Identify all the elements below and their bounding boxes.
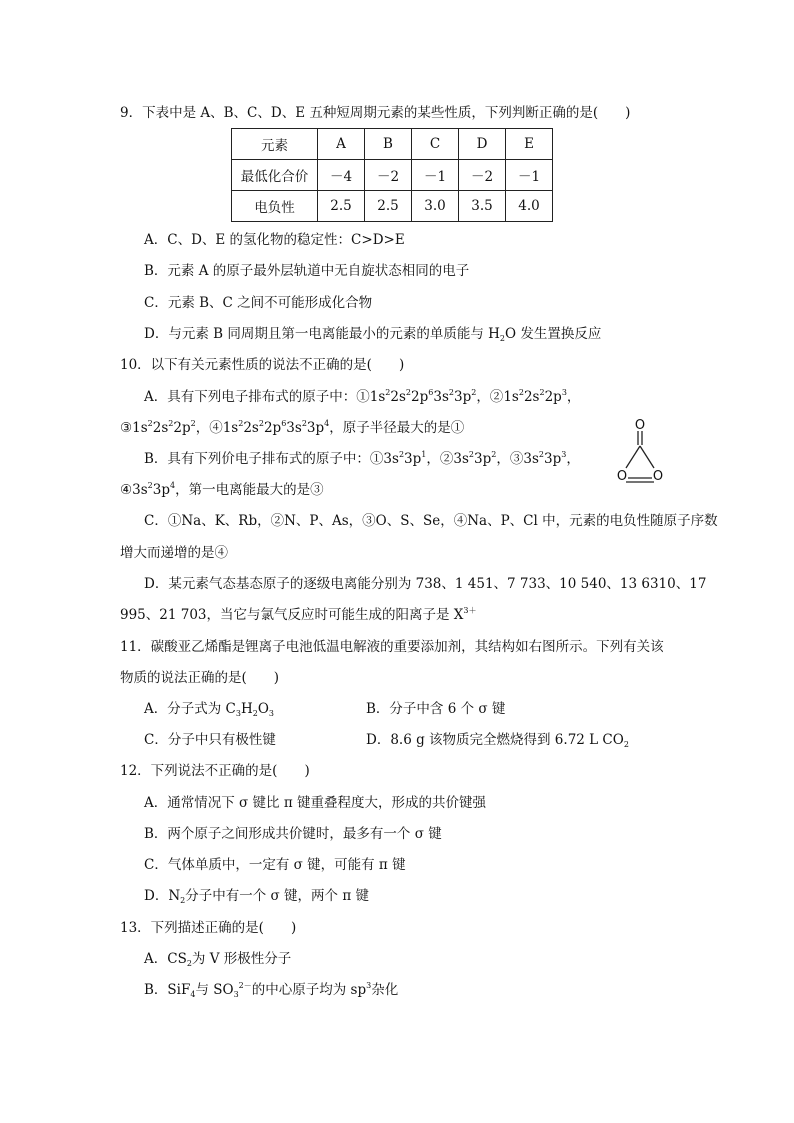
superscript: 6	[281, 419, 287, 428]
orbital-p: p	[419, 389, 429, 405]
q10-a-text: ，原子半径最大的是①	[329, 420, 465, 436]
orbital-s: s	[392, 451, 399, 467]
orbital-s: s	[251, 420, 259, 436]
superscript: 2	[238, 419, 244, 428]
orbital-s: s	[532, 389, 540, 405]
table-cell: B	[365, 129, 412, 160]
q13-option-b	[144, 981, 398, 999]
q10-option-d-cont	[120, 606, 477, 624]
circled-number: ①	[356, 389, 370, 405]
orbital-s: s	[231, 420, 239, 436]
superscript: 4	[324, 419, 330, 428]
circled-number: ，③	[496, 451, 524, 467]
orbital-s: s	[140, 420, 148, 436]
q11-option-b: B．分子中含 6 个 σ 键	[366, 701, 506, 717]
orbital-s: s	[294, 420, 302, 436]
superscript: 2	[385, 388, 391, 397]
superscript: 3＋	[463, 606, 477, 615]
subscript: 2	[499, 334, 505, 343]
orbital-p: p	[552, 451, 562, 467]
circled-number: ①	[369, 451, 384, 467]
q12-option-d	[144, 887, 369, 905]
q10-option-b-cont: $④3s^23p^4$，第一电离能最大的是③	[120, 481, 324, 498]
table-cell: 最低化合价	[232, 160, 318, 191]
superscript: 2	[448, 388, 454, 397]
circled-number: ，②	[426, 451, 454, 467]
superscript: 1	[421, 450, 427, 459]
q12-d-text: D．N	[144, 888, 181, 904]
q10-option-a-cont: $③1s^22s^22p^2$，$④1s^22s^22p^63s^23p^4$，原子半径最大的是①	[120, 419, 465, 436]
orbital-p: p	[181, 420, 191, 436]
q11-stem-cont: 物质的说法正确的是( )	[120, 670, 280, 686]
superscript: 2	[518, 388, 524, 397]
q11-option-c: C．分子中只有极性键	[144, 732, 276, 748]
subscript: 2	[252, 709, 258, 718]
q9-option-d	[144, 325, 601, 343]
superscript: 2	[491, 450, 497, 459]
superscript: 2	[147, 481, 153, 490]
q10-stem: 10．以下有关元素性质的说法不正确的是( )	[120, 357, 405, 373]
superscript: 3	[561, 450, 567, 459]
element-properties-table	[231, 128, 553, 222]
orbital-p: p	[161, 482, 170, 498]
table-cell: －2	[459, 160, 506, 191]
q13-stem: 13．下列描述正确的是( )	[120, 920, 297, 936]
q11-a-text: A．分子式为 C	[144, 701, 236, 717]
superscript: 2	[258, 419, 264, 428]
table-cell: 元素	[232, 129, 318, 160]
superscript: 2－	[238, 981, 252, 990]
q11-stem: 11．碳酸亚乙烯酯是锂离子电池低温电解液的重要添加剂，其结构如右图所示。下列有关该	[120, 639, 664, 655]
orbital-p: p	[462, 389, 472, 405]
vinylene-carbonate-structure	[604, 418, 676, 498]
table-cell: 2.5	[365, 191, 412, 222]
q12-option-c: C．气体单质中，一定有 σ 键，可能有 π 键	[144, 857, 406, 873]
orbital-s: s	[378, 389, 386, 405]
superscript: 3	[561, 388, 567, 397]
subscript: 2	[180, 896, 186, 905]
superscript: 2	[538, 450, 544, 459]
table-cell: 4.0	[506, 191, 553, 222]
superscript: 3	[366, 981, 372, 990]
q11-a-text: O	[257, 701, 269, 717]
orbital-s: s	[461, 451, 469, 467]
q10-b-text: B．具有下列价电子排布式的原子中：	[144, 451, 370, 467]
q10-option-c: C．①Na、K、Rb，②N、P、As，③O、S、Se，④Na、P、Cl 中，元素的电负性随原子序数	[144, 513, 718, 529]
q12-option-b: B．两个原子之间形成共价键时，最多有一个 σ 键	[144, 826, 442, 842]
orbital-s: s	[531, 451, 539, 467]
orbital-p: p	[412, 451, 422, 467]
q13-b-text: 与 SO	[195, 982, 234, 998]
q13-b-text: B．SiF	[144, 982, 191, 998]
q11-a-text: H	[240, 701, 253, 717]
subscript: 2	[623, 740, 629, 749]
table-cell: －4	[318, 160, 365, 191]
table-cell: 电负性	[232, 191, 318, 222]
orbital-p: p	[482, 451, 492, 467]
q10-option-a: A．具有下列电子排布式的原子中：$①1s^22s^22p^63s^23p^2$，$②1s^22s^22p^3$，	[144, 388, 581, 405]
table-header-row	[232, 129, 553, 160]
oxygen-label: O	[616, 469, 628, 484]
table-cell: 3.0	[412, 191, 459, 222]
q12-option-a: A．通常情况下 σ 键比 π 键重叠程度大，形成的共价键强	[144, 795, 487, 811]
table-cell: 2.5	[318, 191, 365, 222]
q13-a-text: 为 V 形极性分子	[191, 951, 292, 967]
subscript: 4	[190, 990, 196, 999]
orbital-s: s	[161, 420, 169, 436]
superscript: 2	[405, 388, 411, 397]
q12-d-text: 分子中有一个 σ 键，两个 π 键	[185, 888, 369, 904]
q9-d-text: D．与元素 B 同周期且第一电离能最小的元素的单质能与 H	[144, 326, 500, 342]
superscript: 2	[168, 419, 174, 428]
orbital-p: p	[553, 389, 562, 405]
q13-b-text: 的中心原子均为 sp	[251, 982, 367, 998]
table-row	[232, 191, 553, 222]
q9-stem: 9．下表中是 A、B、C、D、E 五种短周期元素的某些性质，下列判断正确的是( )	[120, 105, 631, 121]
superscript: 2	[471, 388, 477, 397]
q9-d-text: O 发生置换反应	[504, 326, 602, 342]
q9-option-a: A．C、D、E 的氢化物的稳定性：C>D>E	[144, 232, 405, 248]
orbital-p: p	[272, 420, 282, 436]
q11-d-text: D．8.6 g 该物质完全燃烧得到 6.72 L CO	[366, 732, 624, 748]
orbital-s: s	[398, 389, 406, 405]
table-cell: －1	[412, 160, 459, 191]
subscript: 3	[268, 709, 275, 718]
q10-b-text: ，第一电离能最大的是③	[175, 482, 324, 498]
subscript: 3	[233, 990, 239, 999]
orbital-s: s	[140, 482, 148, 498]
table-cell: C	[412, 129, 459, 160]
orbital-s: s	[511, 389, 519, 405]
q10-d-text: 995、21 703，当它与氯气反应时可能生成的阳离子是 X	[120, 607, 464, 623]
q10-a-text: A．具有下列电子排布式的原子中：	[144, 389, 357, 405]
superscript: 6	[428, 388, 434, 397]
superscript: 2	[468, 450, 475, 459]
table-cell: A	[318, 129, 365, 160]
q10-option-c-cont: 增大而递增的是④	[120, 545, 228, 561]
q9-option-b: B．元素 A 的原子最外层轨道中无自旋状态相同的电子	[144, 263, 470, 279]
superscript: 2	[398, 450, 405, 459]
q11-option-a	[144, 700, 274, 718]
superscript: 2	[301, 419, 307, 428]
subscript: 2	[186, 959, 192, 968]
orbital-p: p	[315, 420, 325, 436]
q13-b-text: 杂化	[371, 982, 399, 998]
q11-option-d	[366, 731, 629, 749]
table-row	[232, 160, 553, 191]
superscript: 2	[147, 419, 153, 428]
circled-number: ，②	[476, 389, 504, 405]
q10-option-d: D．某元素气态基态原子的逐级电离能分别为 738、1 451、7 733、10 540、13 6310、17	[144, 576, 707, 592]
table-cell: E	[506, 129, 553, 160]
circled-number: ，④	[195, 420, 223, 436]
oxygen-label: O	[634, 418, 646, 433]
orbital-s: s	[441, 389, 449, 405]
circled-number: ③	[120, 420, 133, 436]
oxygen-label: O	[652, 469, 664, 484]
circled-number: ④	[120, 482, 133, 498]
table-cell: D	[459, 129, 506, 160]
q13-option-a	[144, 950, 291, 968]
table-cell: －2	[365, 160, 412, 191]
superscript: 4	[169, 481, 176, 490]
q9-option-c: C．元素 B、C 之间不可能形成化合物	[144, 295, 373, 311]
table-cell: 3.5	[459, 191, 506, 222]
table-cell: －1	[506, 160, 553, 191]
q12-stem: 12．下列说法不正确的是( )	[120, 763, 310, 779]
q13-a-text: A．CS	[144, 951, 187, 967]
subscript: 3	[235, 709, 241, 718]
superscript: 2	[190, 419, 196, 428]
q10-option-b: B．具有下列价电子排布式的原子中：$①3s^23p^1$，$②3s^23p^2$，$③3s^23p^3$，	[144, 450, 580, 467]
superscript: 2	[539, 388, 545, 397]
